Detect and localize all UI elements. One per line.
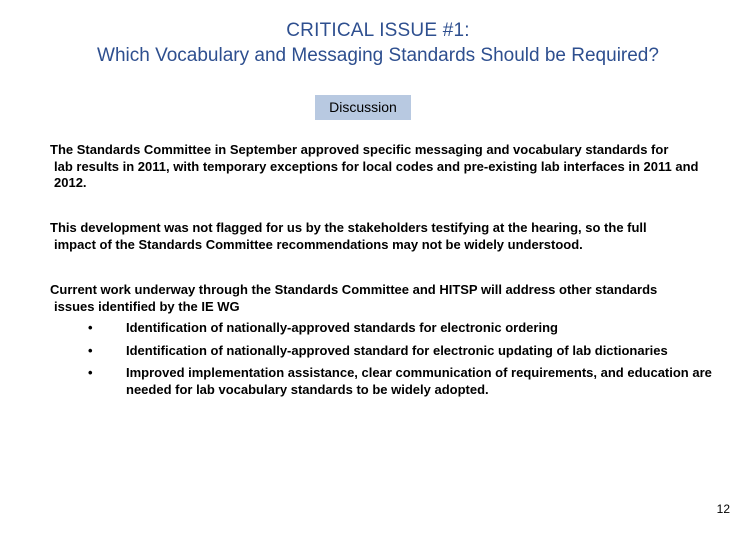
paragraph-continuation: issues identified by the IE WG xyxy=(54,298,240,314)
page-number: 12 xyxy=(716,502,730,516)
paragraph-current-work xyxy=(50,282,730,315)
list-item xyxy=(88,320,728,337)
list-item-text: Identification of nationally-approved standard for electronic updating of lab dictionaries xyxy=(126,342,668,358)
list-item xyxy=(88,343,728,360)
discussion-label: Discussion xyxy=(315,95,411,120)
bullet-icon: • xyxy=(88,320,93,335)
paragraph-standards-approved xyxy=(50,142,730,192)
list-item-text: Identification of nationally-approved standards for electronic ordering xyxy=(126,320,558,335)
list-item-text: Improved implementation assistance, clear communication of requirements, and education are needed for lab vocabulary standards to be widely adopted. xyxy=(126,365,712,397)
bullet-icon: • xyxy=(88,342,93,358)
bullet-list xyxy=(88,320,728,404)
paragraph-first-line: The Standards Committee in September approved specific messaging and vocabulary standards for xyxy=(50,142,669,157)
paragraph-not-flagged xyxy=(50,220,730,253)
paragraph-continuation: impact of the Standards Committee recommendations may not be widely understood. xyxy=(54,236,583,252)
bullet-icon: • xyxy=(88,365,93,380)
slide-title-line1: CRITICAL ISSUE #1: xyxy=(286,20,470,41)
paragraph-continuation: lab results in 2011, with temporary exceptions for local codes and pre-existing lab interfaces in 2011 and 2012. xyxy=(54,158,699,190)
slide-title-line2: Which Vocabulary and Messaging Standards Should be Required? xyxy=(97,45,659,66)
paragraph-first-line: Current work underway through the Standards Committee and HITSP will address other standards xyxy=(50,282,658,297)
list-item xyxy=(88,365,728,398)
paragraph-first-line: This development was not flagged for us by the stakeholders testifying at the hearing, so the full xyxy=(50,220,647,235)
